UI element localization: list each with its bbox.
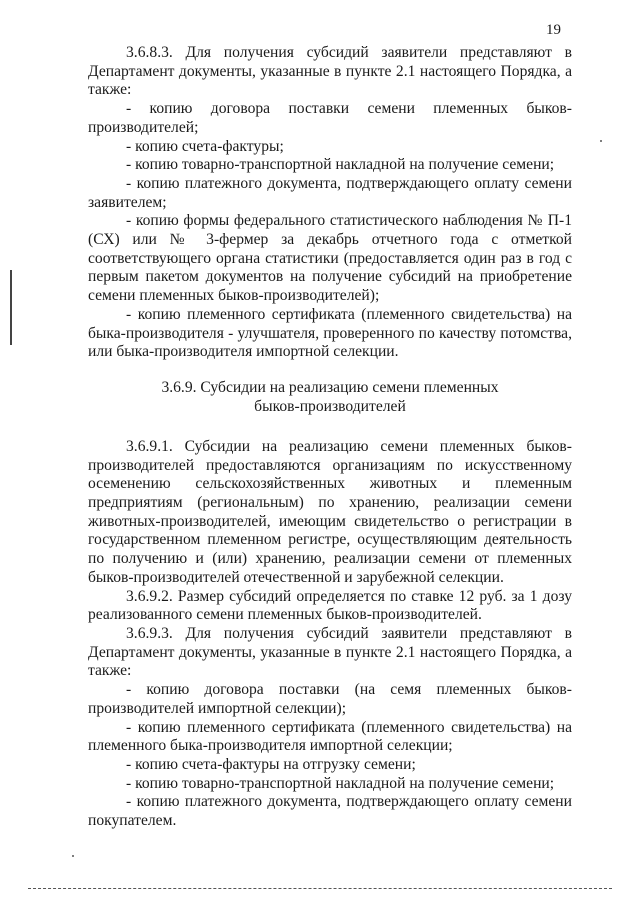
list-item: - копию счета-фактуры; [126, 137, 284, 155]
list-item: - копию племенного сертификата (племенного свидетельства) на быка-производителя - улучшателя, проверенного по качеству потомства, или быка-производителя импортной селекции. [88, 305, 572, 361]
document-body [88, 44, 572, 831]
list-item: - копию счета-фактуры на отгрузку семени; [126, 755, 416, 773]
paragraph-3-6-9-3: 3.6.9.3. Для получения субсидий заявители представляют в Департамент документы, указанные в пункте 2.1 настоящего Порядка, а также: [88, 624, 572, 680]
paragraph-3-6-8-3: 3.6.8.3. Для получения субсидий заявители представляют в Департамент документы, указанные в пункте 2.1 настоящего Порядка, а также: [88, 44, 572, 99]
list-item: - копию платежного документа, подтверждающего оплату семени заявителем; [88, 174, 572, 211]
list-item: - копию договора поставки (на семя племенных быков-производителей импортной селекции); [88, 681, 572, 717]
section-heading-line: быков-производителей [254, 397, 406, 415]
margin-mark [10, 270, 12, 345]
list-item: - копию товарно-транспортной накладной на получение семени; [126, 156, 555, 174]
page-number: 19 [546, 22, 561, 38]
list-item: - копию договора поставки семени племенных быков-производителей; [88, 100, 572, 136]
scan-speck [600, 140, 602, 142]
paragraph-3-6-9-2: 3.6.9.2. Размер субсидий определяется по ставке 12 руб. за 1 дозу реализованного семени племенных быков-производителей. [88, 587, 572, 624]
list-item: - копию товарно-транспортной накладной на получение семени; [126, 774, 555, 792]
list-item: - копию формы федерального статистического наблюдения № П-1 (СХ) или № 3-фермер за декабрь отчетного года с отметкой соответствующего органа статистики (предоставляется один раз в год с первым пакетом документов на получение субсидий на приобретение семени племенных быков-производителей); [88, 212, 572, 305]
paragraph-3-6-9-1: 3.6.9.1. Субсидии на реализацию семени племенных быков-производителей предоставляются организациям по искусственному осеменению сельскохозяйственных животных и племенным предприятиям (региональным) по хранению, реализации семени животных-производителей, имеющим свидетельство о регистрации в государственном племенном регистре, осуществляющим деятельность по получению и (или) хранению, реализации семени от племенных быков-производителей отечественной и зарубежной селекции. [88, 437, 572, 586]
section-heading-line: 3.6.9. Субсидии на реализацию семени племенных [161, 378, 499, 396]
section-heading [88, 378, 572, 416]
scan-speck [72, 855, 74, 857]
list-item: - копию племенного сертификата (племенного свидетельства) на племенного быка-производителя импортной селекции; [88, 718, 572, 755]
list-item: - копию платежного документа, подтверждающего оплату семени покупателем. [88, 793, 572, 830]
scan-edge-line [28, 888, 612, 889]
